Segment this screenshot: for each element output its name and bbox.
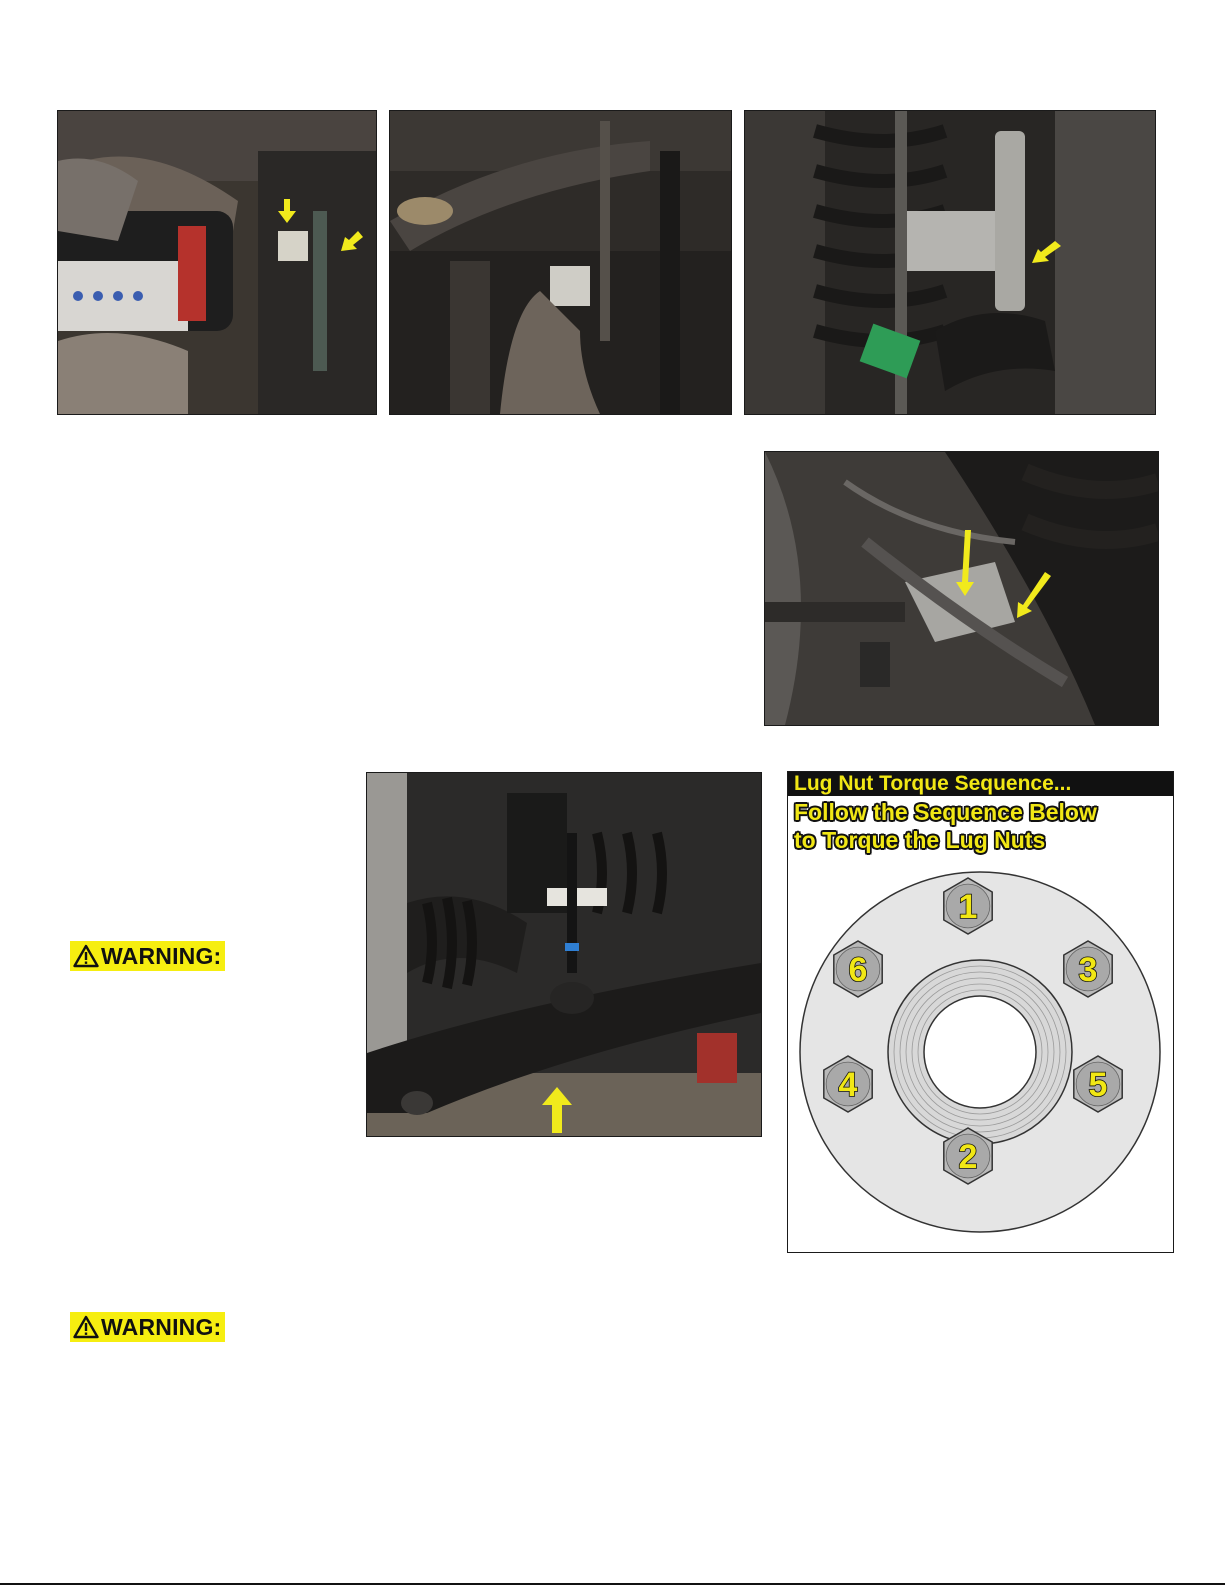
photo-brake-line-bracket: [744, 110, 1156, 415]
photo-bracket-install: [389, 110, 732, 415]
warning-triangle-icon: [73, 944, 99, 968]
warning-badge-2: [70, 1312, 225, 1342]
lug-nut-number: 6: [848, 951, 868, 989]
photo-drill-bracket: [57, 110, 377, 415]
wheel-hub-diagram: [788, 852, 1173, 1252]
lug-panel-subtitle: [794, 798, 1169, 854]
lug-nut-number: 5: [1088, 1066, 1108, 1104]
lug-nut-number: 3: [1078, 951, 1098, 989]
lug-nut-number: 4: [838, 1066, 858, 1104]
lug-nut-torque-panel: [787, 771, 1174, 1253]
warning-badge-1: [70, 941, 225, 971]
photo-cable-clip-bracket: [764, 451, 1159, 726]
warning-triangle-icon: [73, 1315, 99, 1339]
photo-lower-control-arm: [366, 772, 762, 1137]
warning-label-1: WARNING:: [101, 943, 222, 969]
lug-nut-number: 1: [958, 888, 978, 926]
lug-nut-number: 2: [958, 1138, 978, 1176]
warning-label-2: WARNING:: [101, 1314, 222, 1340]
lug-panel-header: Lug Nut Torque Sequence...: [788, 772, 1173, 796]
lug-panel-subtitle-line2: to Torque the Lug Nuts: [794, 827, 1046, 853]
lug-panel-subtitle-line1: Follow the Sequence Below: [794, 799, 1097, 825]
